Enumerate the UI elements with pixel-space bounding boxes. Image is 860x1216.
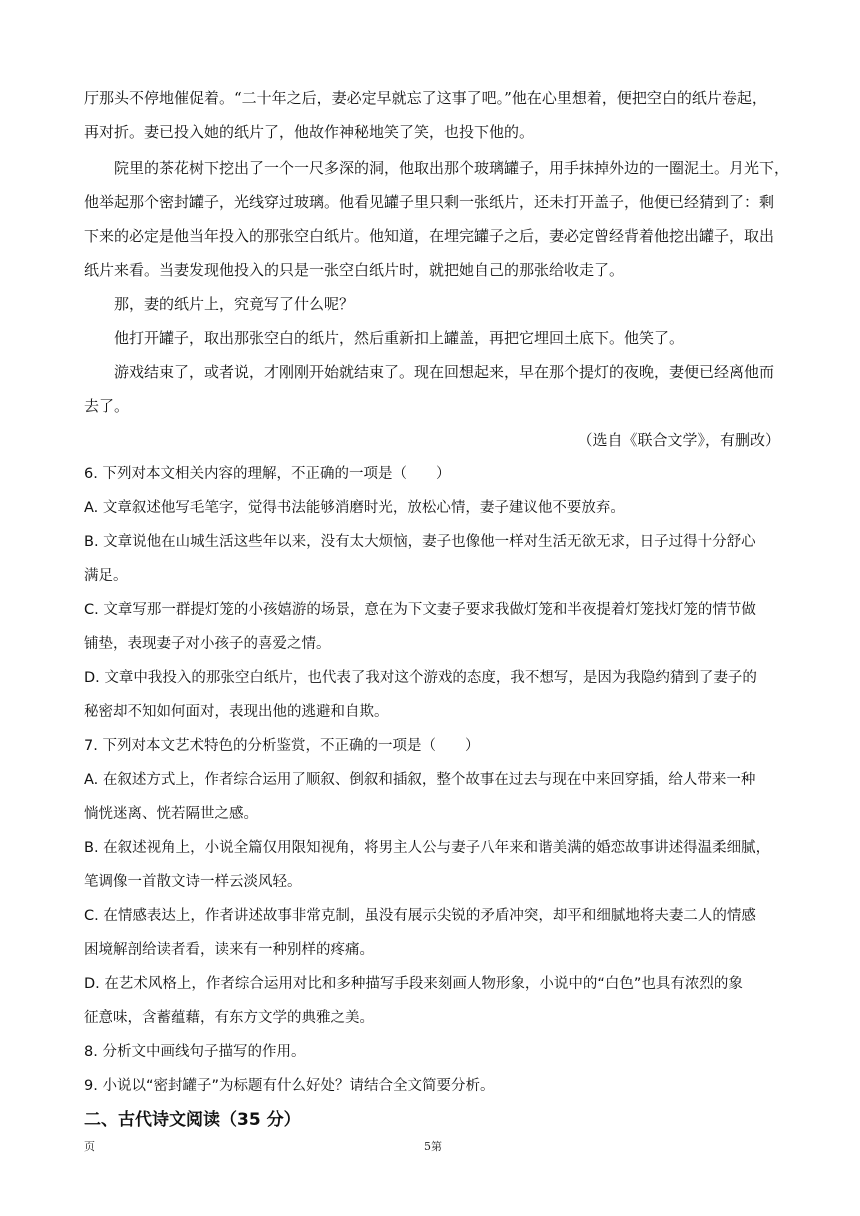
- q6-option-c-line1: C. 文章写那一群提灯笼的小孩嬉游的场景，意在为下文妻子要求我做灯笼和半夜提着灯笼找灯笼的情节做: [84, 602, 756, 618]
- q6-option-a: A. 文章叙述他写毛笔字，觉得书法能够消磨时光，放松心情，妻子建议他不要放弃。: [84, 500, 625, 516]
- q7-option-d-line2: 征意味，含蓄蕴藉，有东方文学的典雅之美。: [84, 1010, 374, 1026]
- q6-option-b-line1: B. 文章说他在山城生活这些年以来，没有太大烦恼，妻子也像他一样对生活无欲无求，日子过得十分舒心: [84, 534, 756, 550]
- q7-option-c-line2: 困境解剖给读者看，读来有一种别样的疼痛。: [84, 942, 374, 958]
- question-6: 6. 下列对本文相关内容的理解，不正确的一项是（ ）: [84, 466, 451, 482]
- story-p1-line2: 再对折。妻已投入她的纸片了，他故作神秘地笑了笑，也投下他的。: [84, 123, 535, 141]
- q6-option-b-line2: 满足。: [84, 568, 128, 584]
- story-p2-line2: 他举起那个密封罐子，光线穿过玻璃。他看见罐子里只剩一张纸片，还未打开盖子，他便已经猜到了：剩: [84, 193, 775, 211]
- q6-option-c-line2: 铺垫，表现妻子对小孩子的喜爱之情。: [84, 636, 331, 652]
- question-8: 8. 分析文中画线句子描写的作用。: [84, 1044, 306, 1060]
- story-p1-line1: 厅那头不停地催促着。“二十年之后，妻必定早就忘了这事了吧。”他在心里想着，便把空白的纸片卷起，: [84, 89, 767, 107]
- footer-page-number: 5第: [424, 1140, 442, 1153]
- section-heading: 二、古代诗文阅读（35 分）: [84, 1110, 301, 1130]
- q6-option-d-line2: 秘密却不知如何面对，表现出他的逃避和自欺。: [84, 704, 389, 720]
- q7-option-c-line1: C. 在情感表达上，作者讲述故事非常克制，虽没有展示尖锐的矛盾冲突，却平和细腻地将夫妻二人的情感: [84, 908, 756, 924]
- footer-page-label: 页: [84, 1140, 95, 1153]
- q7-option-b-line2: 笔调像一首散文诗一样云淡风轻。: [84, 874, 302, 890]
- q7-option-a-line2: 惝恍迷离、恍若隔世之感。: [84, 806, 258, 822]
- story-p2-line3: 下来的必定是他当年投入的那张空白纸片。他知道，在埋完罐子之后，妻必定曾经背着他挖出罐子，取出: [84, 227, 775, 245]
- q7-option-a-line1: A. 在叙述方式上，作者综合运用了顺叙、倒叙和插叙，整个故事在过去与现在中来回穿插，给人带来一种: [84, 772, 756, 788]
- question-9: 9. 小说以“密封罐子”为标题有什么好处？请结合全文简要分析。: [84, 1078, 495, 1094]
- story-p5-line2: 去了。: [84, 397, 130, 415]
- question-7: 7. 下列对本文艺术特色的分析鉴赏，不正确的一项是（ ）: [84, 738, 480, 754]
- story-p2-line1: 院里的茶花树下挖出了一个一尺多深的洞，他取出那个玻璃罐子，用手抹掉外边的一圈泥土。月光下，: [114, 159, 790, 177]
- q7-option-b-line1: B. 在叙述视角上，小说全篇仅用限知视角，将男主人公与妻子八年来和谐美满的婚恋故事讲述得温柔细腻，: [84, 840, 771, 856]
- q6-option-d-line1: D. 文章中我投入的那张空白纸片，也代表了我对这个游戏的态度，我不想写，是因为我隐约猜到了妻子的: [84, 670, 757, 686]
- story-p3: 那，妻的纸片上，究竟写了什么呢？: [114, 295, 355, 313]
- source-citation: （选自《联合文学》，有删改）: [577, 431, 780, 449]
- q7-option-d-line1: D. 在艺术风格上，作者综合运用对比和多种描写手段来刻画人物形象，小说中的“白色”也具有浓烈的象: [84, 976, 743, 992]
- story-p2-line4: 纸片来看。当妻发现他投入的只是一张空白纸片时，就把她自己的那张给收走了。: [84, 261, 625, 279]
- story-p5-line1: 游戏结束了，或者说，才刚刚开始就结束了。现在回想起来，早在那个提灯的夜晚，妻便已经离他而: [114, 363, 775, 381]
- story-p4: 他打开罐子，取出那张空白的纸片，然后重新扣上罐盖，再把它埋回土底下。他笑了。: [114, 329, 685, 347]
